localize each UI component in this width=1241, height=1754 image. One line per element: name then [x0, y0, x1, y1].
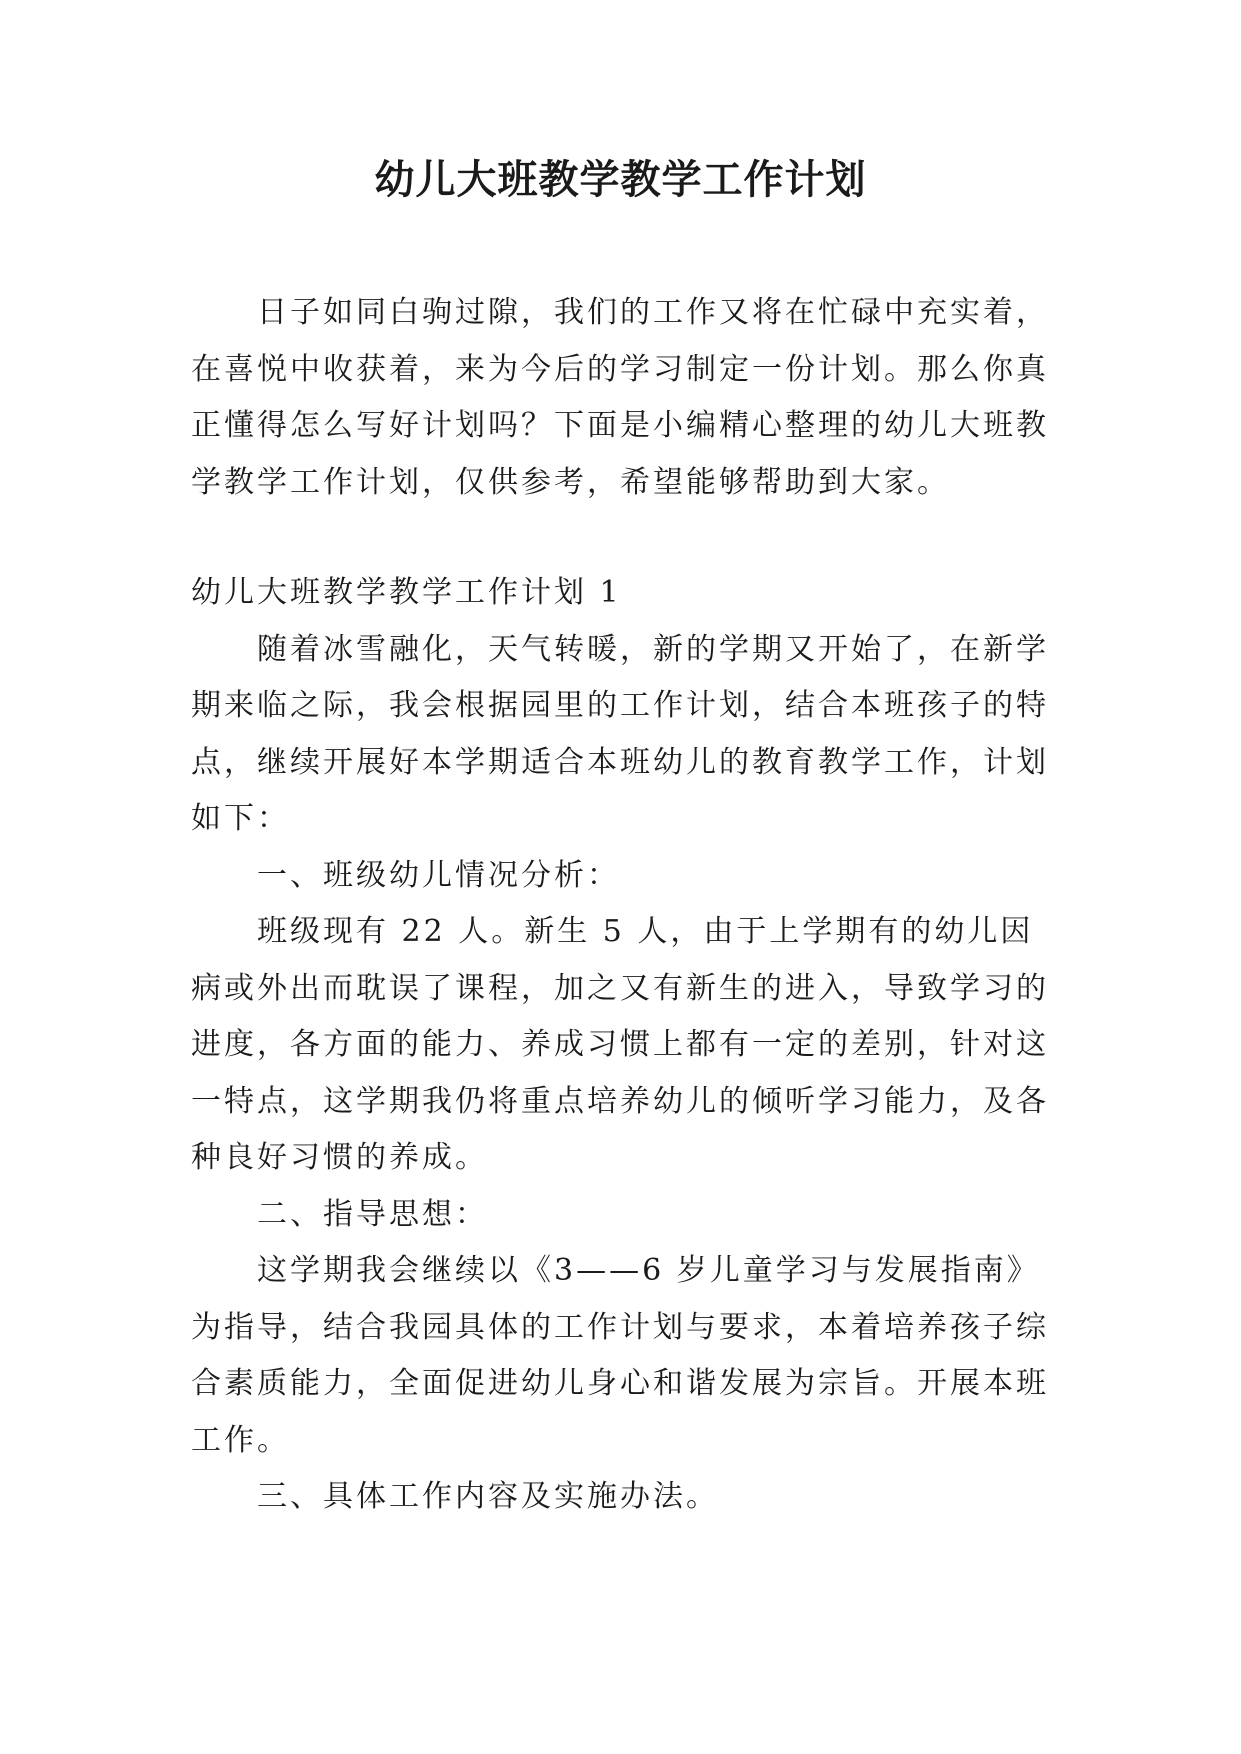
subheading-work-content: 三、具体工作内容及实施办法。	[257, 1479, 719, 1514]
section-heading: 幼儿大班教学教学工作计划 1	[191, 575, 622, 610]
subheading-class-analysis: 一、班级幼儿情况分析：	[257, 857, 620, 893]
document-body	[191, 285, 1051, 1526]
subheading-guiding-thought: 二、指导思想：	[257, 1196, 488, 1232]
body-paragraph: 随着冰雪融化，天气转暖，新的学期又开始了，在新学期来临之际，我会根据园里的工作计划，结合本班孩子的特点，继续开展好本学期适合本班幼儿的教育教学工作，计划如下：	[191, 631, 1049, 836]
body-paragraph: 班级现有 22 人。新生 5 人，由于上学期有的幼儿因病或外出而耽误了课程，加之又有新生的进入，导致学习的进度，各方面的能力、养成习惯上都有一定的差别，针对这一特点，这学期我仍将重点培养幼儿的倾听学习能力，及各种良好习惯的养成。	[191, 914, 1049, 1175]
intro-paragraph: 日子如同白驹过隙，我们的工作又将在忙碌中充实着，在喜悦中收获着，来为今后的学习制定一份计划。那么你真正懂得怎么写好计划吗？下面是小编精心整理的幼儿大班教学教学工作计划，仅供参考，希望能够帮助到大家。	[191, 295, 1049, 500]
document-title: 幼儿大班教学教学工作计划	[374, 156, 867, 203]
paragraph-spacer	[191, 511, 1051, 565]
body-paragraph: 这学期我会继续以《3——6 岁儿童学习与发展指南》为指导，结合我园具体的工作计划与要求，本着培养孩子综合素质能力，全面促进幼儿身心和谐发展为宗旨。开展本班工作。	[191, 1253, 1049, 1458]
